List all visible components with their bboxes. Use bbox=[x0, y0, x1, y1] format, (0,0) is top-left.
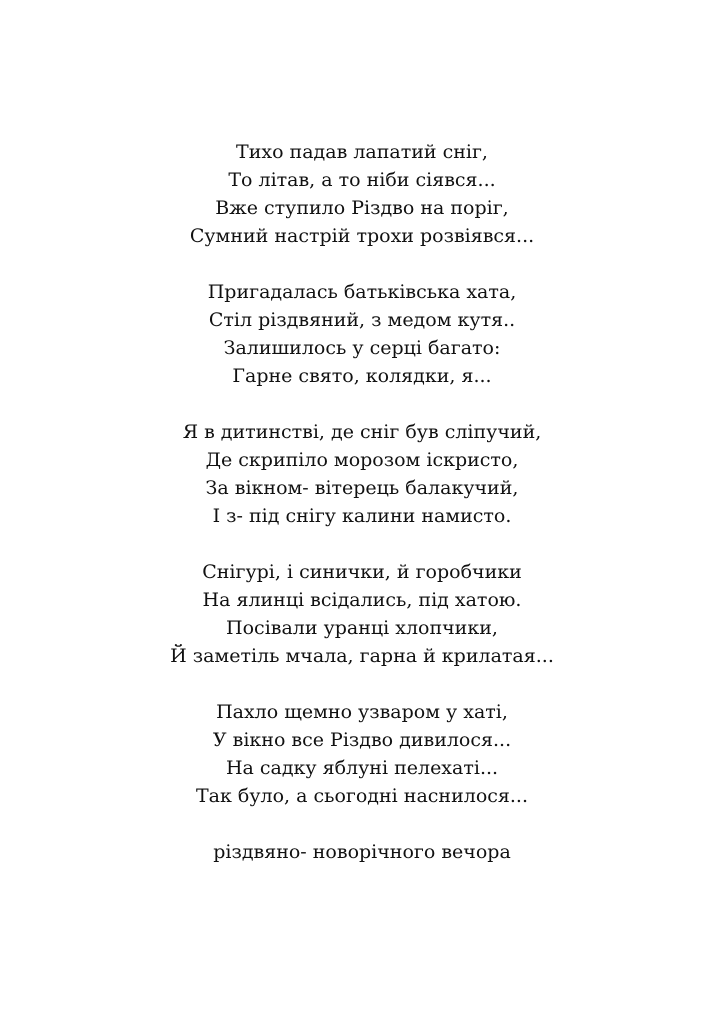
poem-line: То літав, а то ніби сіявся... bbox=[228, 169, 496, 191]
stanza-5 bbox=[0, 698, 724, 810]
poem-line: Пахло щемно узваром у хаті, bbox=[216, 701, 508, 723]
poem-line: У вікно все Різдво дивилося... bbox=[212, 729, 512, 751]
poem-line: На садку яблуні пелехаті... bbox=[225, 757, 499, 779]
poem-line: Залишилось у серці багато: bbox=[223, 337, 501, 359]
poem-line: За вікном- вітерець балакучий, bbox=[205, 477, 519, 499]
poem-line: Снігурі, і синички, й горобчики bbox=[202, 561, 522, 583]
stanza-1 bbox=[0, 138, 724, 250]
poem-line: Де скрипіло морозом іскристо, bbox=[205, 449, 519, 471]
poem-line: Гарне свято, колядки, я... bbox=[232, 365, 492, 387]
poem-line: Посівали уранці хлопчики, bbox=[226, 617, 498, 639]
poem-line: Й заметіль мчала, гарна й крилатая... bbox=[170, 645, 554, 667]
stanza-3 bbox=[0, 418, 724, 530]
poem-line: Я в дитинстві, де сніг був сліпучий, bbox=[182, 421, 542, 443]
poem-line: Так було, а сьогодні наснилося... bbox=[196, 785, 528, 807]
poem-line: На ялинці всідались, під хатою. bbox=[202, 589, 522, 611]
poem-line: І з- під снігу калини намисто. bbox=[212, 505, 512, 527]
poem-line: Тихо падав лапатий сніг, bbox=[236, 141, 488, 163]
stanza-4 bbox=[0, 558, 724, 670]
poem-line: Сумний настрій трохи розвіявся... bbox=[189, 225, 535, 247]
closing-line: різдвяно- новорічного вечора bbox=[213, 841, 511, 863]
poem-line: Стіл різдвяний, з медом кутя.. bbox=[208, 309, 516, 331]
poem-line: Вже ступило Різдво на поріг, bbox=[215, 197, 509, 219]
poem-line: Пригадалась батьківська хата, bbox=[207, 281, 517, 303]
poem bbox=[0, 138, 724, 866]
stanza-2 bbox=[0, 278, 724, 390]
